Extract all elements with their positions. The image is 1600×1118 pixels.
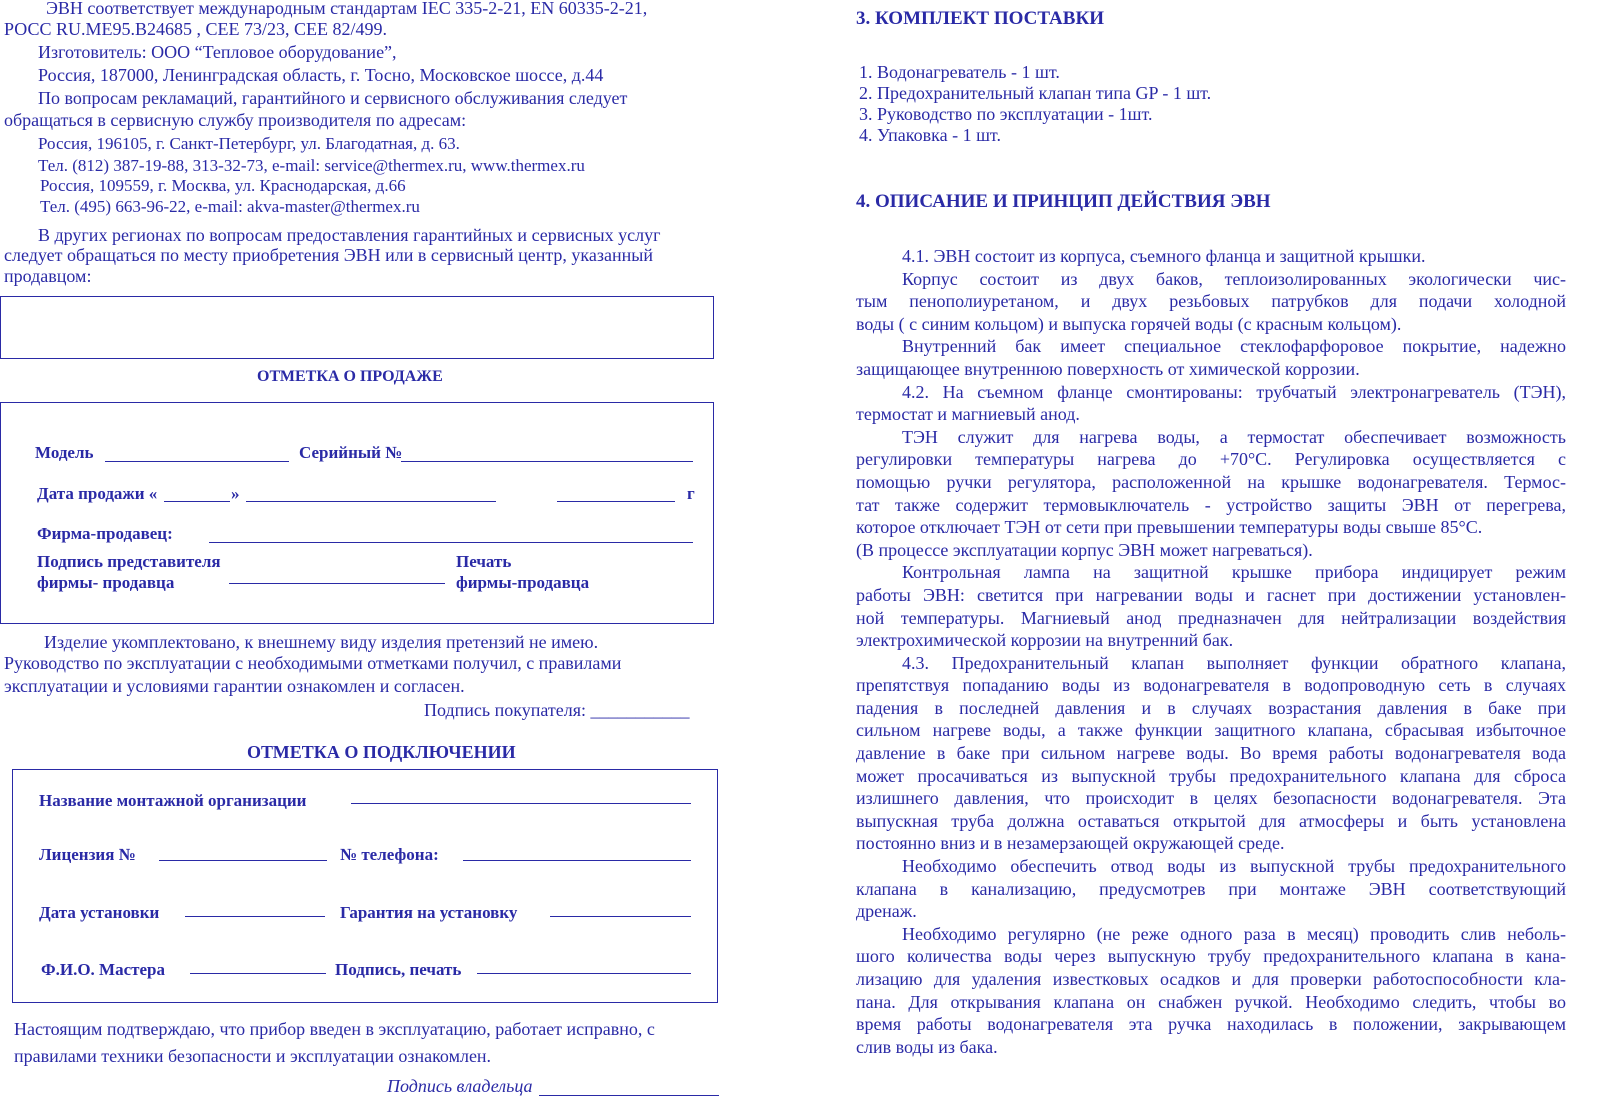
list-item: 1. Водонагреватель - 1 шт. [859,62,1060,82]
sale-mark-title: ОТМЕТКА О ПРОДАЖЕ [257,368,443,385]
phone-field[interactable] [463,860,691,861]
text-line: Настоящим подтверждаю, что прибор введен в эксплуатацию, работает исправно, с [14,1019,655,1039]
text-line: 4.3. Предохранительный клапан выполняет функции обратного клапана, [902,652,1566,673]
text-line: ной температуры. Магниевый анод предназначен для нейтрализации воздействия [856,607,1566,628]
service-center-field[interactable] [0,296,714,359]
text-line: Тел. (495) 663-96-22, e-mail: akva-master@thermex.ru [40,197,420,216]
text-line: шого количества воды через выпускную трубу предохранительного клапана в кана- [856,946,1566,967]
text-line: излишнего давления, что происходит в целях безопасности водонагревателя. Эта [856,788,1566,809]
text-line: Необходимо регулярно (не реже одного раза в месяц) проводить слив неболь- [902,923,1566,944]
master-name-label: Ф.И.О. Мастера [41,960,165,979]
text-line: ТЭН служит для нагрева воды, а термостат обеспечивает возможность [902,426,1566,447]
org-name-label: Название монтажной организации [39,791,307,810]
text-line: В других регионах по вопросам предоставления гарантийных и сервисных услуг [38,225,661,245]
text-line: лизацию для удаления известковых осадков и для проверки работоспособности кла- [856,969,1566,989]
text-line: 4.2. На съемном фланце смонтированы: трубчатый электронагреватель (ТЭН), [902,381,1566,402]
sale-year-field[interactable] [557,501,675,502]
stamp-label-2: фирмы-продавца [456,573,590,592]
org-name-field[interactable] [351,803,691,804]
model-label: Модель [35,443,94,462]
connection-mark-title: ОТМЕТКА О ПОДКЛЮЧЕНИИ [247,742,516,762]
text-line: помощью ручки регулятора, расположенной на крышке водонагревателя. Термос- [856,471,1566,492]
install-warranty-label: Гарантия на установку [340,903,518,922]
seller-firm-field[interactable] [209,542,693,543]
text-line: Контрольная лампа на защитной крышке прибора индицирует режим [902,562,1566,583]
sale-month-field[interactable] [246,501,496,502]
text-line: защищающее внутреннюю поверхность от химической коррозии. [856,358,1360,379]
kit-list [859,62,1211,146]
text-line: Россия, 187000, Ленинградская область, г. Тосно, Московское шоссе, д.44 [38,65,604,85]
text-line: ЭВН соответствует международным стандартам IEC 335-2-21, EN 60335-2-21, [46,0,648,18]
text-line: РОСС RU.МЕ95.В24685 , СЕЕ 73/23, СЕЕ 82/499. [4,19,387,39]
install-date-label: Дата установки [39,903,160,922]
list-item: 2. Предохранительный клапан типа GP - 1 шт. [859,83,1212,103]
serial-label: Серийный № [299,443,403,462]
paragraph-4-1 [856,245,1566,268]
owner-signature-label: Подпись владельца [387,1076,533,1096]
text-line: Изготовитель: ООО “Тепловое оборудование”, [38,42,397,62]
kit-title: 3. КОМПЛЕКТ ПОСТАВКИ [856,8,1105,29]
sign-stamp-field[interactable] [477,973,691,974]
text-line: Внутренний бак имеет специальное стеклофарфоровое покрытие, надежно [902,336,1566,357]
text-line: Россия, 109559, г. Москва, ул. Краснодарская, д.66 [40,176,406,195]
representative-signature-label-2: фирмы- продавца [37,573,175,592]
install-warranty-field[interactable] [550,916,691,917]
text-line: клапана в канализацию, предусмотрев при монтаже ЭВН соответствующий [856,878,1566,899]
text-line: слив воды из бака. [856,1036,998,1057]
sale-day-field[interactable] [164,501,230,502]
text-line: правилами техники безопасности и эксплуатации ознакомлен. [14,1046,492,1066]
text-line: которое отключает ТЭН от сети при превышении температуры воды свыше 85°С. [856,517,1483,538]
phone-label: № телефона: [340,845,439,864]
sale-mark-box [0,402,714,624]
license-label: Лицензия № [39,845,136,864]
text-line: По вопросам рекламаций, гарантийного и сервисного обслуживания следует [38,88,628,108]
stamp-label: Печать [456,552,512,571]
license-field[interactable] [159,860,327,861]
text-line: (В процессе эксплуатации корпус ЭВН может нагреваться). [856,539,1313,560]
text-line: может просачиваться из выпускной трубы предохранительного клапана для сброса [856,765,1566,786]
text-line: эксплуатации и условиями гарантии ознакомлен и согласен. [4,676,465,696]
representative-signature-field[interactable] [229,583,445,584]
text-line: воды ( с синим кольцом) и выпуска горячей воды (с красным кольцом). [856,313,1402,334]
sale-date-close: » [231,484,240,503]
text-line: давление в баке при сильном нагреве воды. Во время работы водонагревателя вода [856,743,1566,764]
text-line: электрохимической коррозии на внутренний бак. [856,630,1234,651]
text-line: продавцом: [4,266,92,286]
text-line: препятствуя попаданию воды из водонагревателя в водопроводную сеть в случаях [856,675,1566,696]
text-line: Россия, 196105, г. Санкт-Петербург, ул. Благодатная, д. 63. [38,134,460,153]
text-line: Необходимо обеспечить отвод воды из выпускной трубы предохранительного [902,856,1566,877]
text-line: следует обращаться по месту приобретения ЭВН или в сервисный центр, указанный [4,245,653,265]
seller-firm-label: Фирма-продавец: [37,524,173,543]
text-line: Тел. (812) 387-19-88, 313-32-73, e-mail: service@thermex.ru, www.thermex.ru [38,156,585,175]
text-line: Изделие укомплектовано, к внешнему виду изделия претензий не имею. [44,632,599,652]
owner-signature-field[interactable] [539,1095,719,1096]
sale-date-label: Дата продажи « [37,484,158,503]
text-line: сильном нагреве воды, а также функции защитного клапана, сбрасывая избыточное [856,720,1566,741]
list-item: 3. Руководство по эксплуатации - 1шт. [859,104,1153,124]
text-line: пана. Для открывания клапана он снабжен ручкой. Необходимо следить, чтобы во [856,991,1566,1012]
model-field[interactable] [105,461,289,462]
description-title: 4. ОПИСАНИЕ И ПРИНЦИП ДЕЙСТВИЯ ЭВН [856,191,1271,212]
serial-field[interactable] [401,461,693,462]
buyer-signature-line: Подпись покупателя: ___________ [424,700,690,720]
text-line: 4.1. ЭВН состоит из корпуса, съемного фланца и защитной крышки. [902,246,1426,266]
description-body [856,245,1566,1058]
text-line: выпускная труба должна оставаться открытой для атмосферы и быть установлена [856,810,1566,831]
text-line: тат также содержит термовыключатель - устройство защиты ЭВН от перегрева, [856,494,1566,515]
text-line: Корпус состоит из двух баков, теплоизолированных экологически чис- [902,268,1566,289]
text-line: термостат и магниевый анод. [856,404,1080,425]
sign-stamp-label: Подпись, печать [335,960,462,979]
text-line: работы ЭВН: светится при нагревании воды и гаснет при достижении установлен- [856,584,1566,605]
text-line: тым пенополиуретаном, и двух резьбовых патрубков для подачи холодной [856,291,1566,312]
text-line: регулировки температуры нагрева до +70°С. Регулировка осуществляется с [856,449,1566,470]
text-line: время работы водонагревателя эта ручка находилась в положении, закрывающем [856,1014,1566,1035]
text-line: Руководство по эксплуатации с необходимыми отметками получил, с правилами [4,653,622,673]
text-line: падения в последней давления и в случаях возрастания давления в баке при [856,697,1566,718]
text-line: обращаться в сервисную службу производителя по адресам: [4,110,467,130]
text-line: дренаж. [856,901,917,922]
year-suffix: г [687,484,695,503]
text-line: постоянно вниз и в незамерзающей окружающей среде. [856,833,1285,854]
list-item: 4. Упаковка - 1 шт. [859,125,1001,145]
representative-signature-label: Подпись представителя [37,552,221,571]
master-name-field[interactable] [190,973,326,974]
install-date-field[interactable] [185,916,325,917]
connection-mark-box [12,769,718,1003]
